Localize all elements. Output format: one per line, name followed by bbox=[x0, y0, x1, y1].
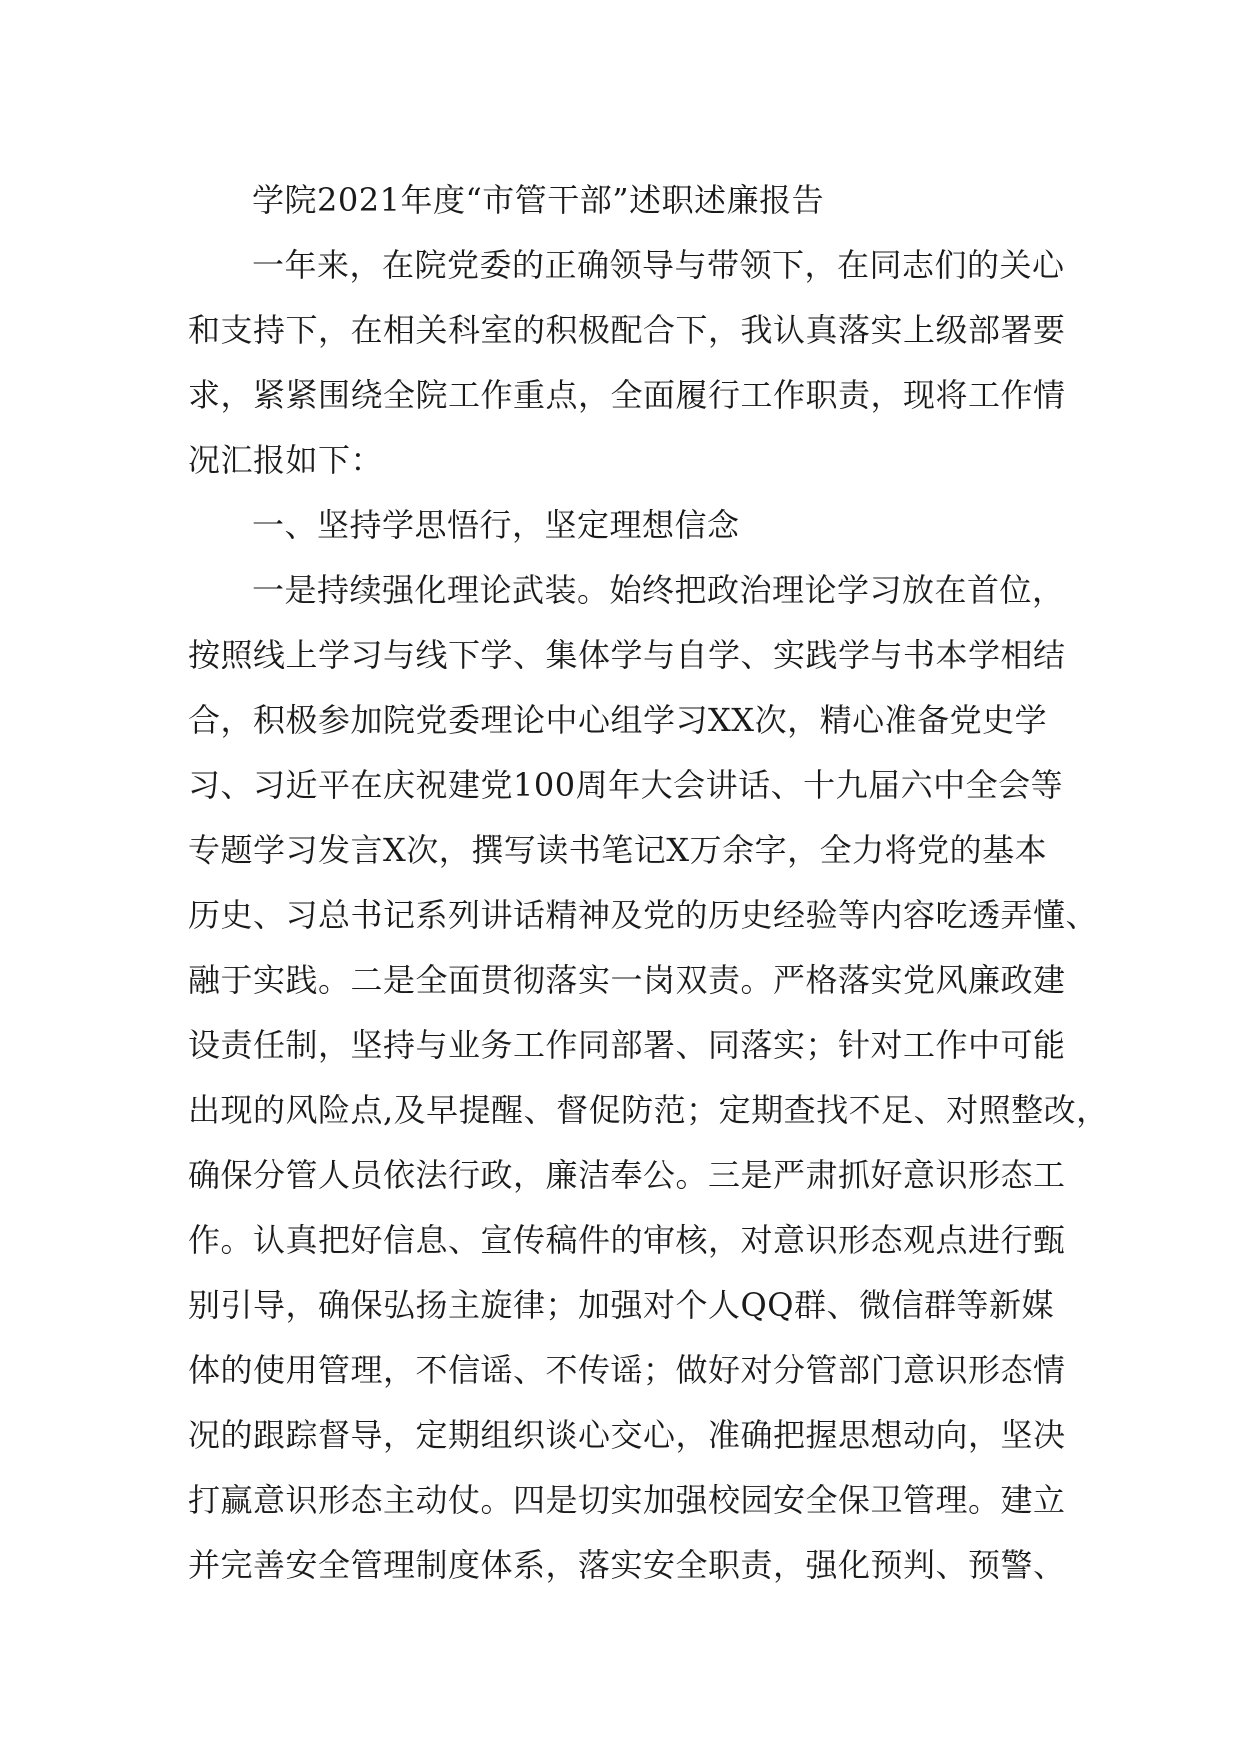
paragraph-line: 求，紧紧围绕全院工作重点，全面履行工作职责，现将工作情 bbox=[188, 376, 1066, 414]
paragraph-line: 作。认真把好信息、宣传稿件的审核，对意识形态观点进行甄 bbox=[188, 1221, 1066, 1259]
paragraph-line: 确保分管人员依法行政，廉洁奉公。三是严肃抓好意识形态工 bbox=[188, 1156, 1066, 1194]
paragraph-line: 出现的风险点,及早提醒、督促防范；定期查找不足、对照整改， bbox=[188, 1091, 1109, 1129]
paragraph-line: 况的跟踪督导，定期组织谈心交心，准确把握思想动向，坚决 bbox=[188, 1416, 1066, 1454]
document-title: 学院2021年度“市管干部”述职述廉报告 bbox=[252, 181, 825, 219]
paragraph-line: 别引导，确保弘扬主旋律；加强对个人QQ群、微信群等新媒 bbox=[188, 1286, 1054, 1324]
document-body bbox=[188, 168, 1109, 1598]
paragraph-line: 和支持下，在相关科室的积极配合下，我认真落实上级部署要 bbox=[188, 311, 1066, 349]
paragraph-line: 融于实践。二是全面贯彻落实一岗双责。严格落实党风廉政建 bbox=[188, 961, 1066, 999]
paragraph-line: 设责任制，坚持与业务工作同部署、同落实；针对工作中可能 bbox=[188, 1026, 1066, 1064]
paragraph-line: 专题学习发言X次，撰写读书笔记X万余字，全力将党的基本 bbox=[188, 831, 1048, 869]
paragraph-line: 合，积极参加院党委理论中心组学习XX次，精心准备党史学 bbox=[188, 701, 1048, 739]
paragraph-line: 一年来，在院党委的正确领导与带领下，在同志们的关心 bbox=[252, 246, 1065, 284]
paragraph-line: 体的使用管理，不信谣、不传谣；做好对分管部门意识形态情 bbox=[188, 1351, 1066, 1389]
paragraph-line: 按照线上学习与线下学、集体学与自学、实践学与书本学相结 bbox=[188, 636, 1066, 674]
paragraph-line: 况汇报如下： bbox=[188, 441, 384, 479]
paragraph-line: 历史、习总书记系列讲话精神及党的历史经验等内容吃透弄懂、 bbox=[188, 896, 1099, 934]
paragraph-line: 并完善安全管理制度体系，落实安全职责，强化预判、预警、 bbox=[188, 1546, 1066, 1584]
paragraph-line: 习、习近平在庆祝建党100周年大会讲话、十九届六中全会等 bbox=[188, 766, 1064, 804]
paragraph-line: 一是持续强化理论武装。始终把政治理论学习放在首位， bbox=[252, 571, 1065, 609]
paragraph-line: 打赢意识形态主动仗。四是切实加强校园安全保卫管理。建立 bbox=[188, 1481, 1066, 1519]
section-heading: 一、坚持学思悟行，坚定理想信念 bbox=[252, 506, 740, 544]
